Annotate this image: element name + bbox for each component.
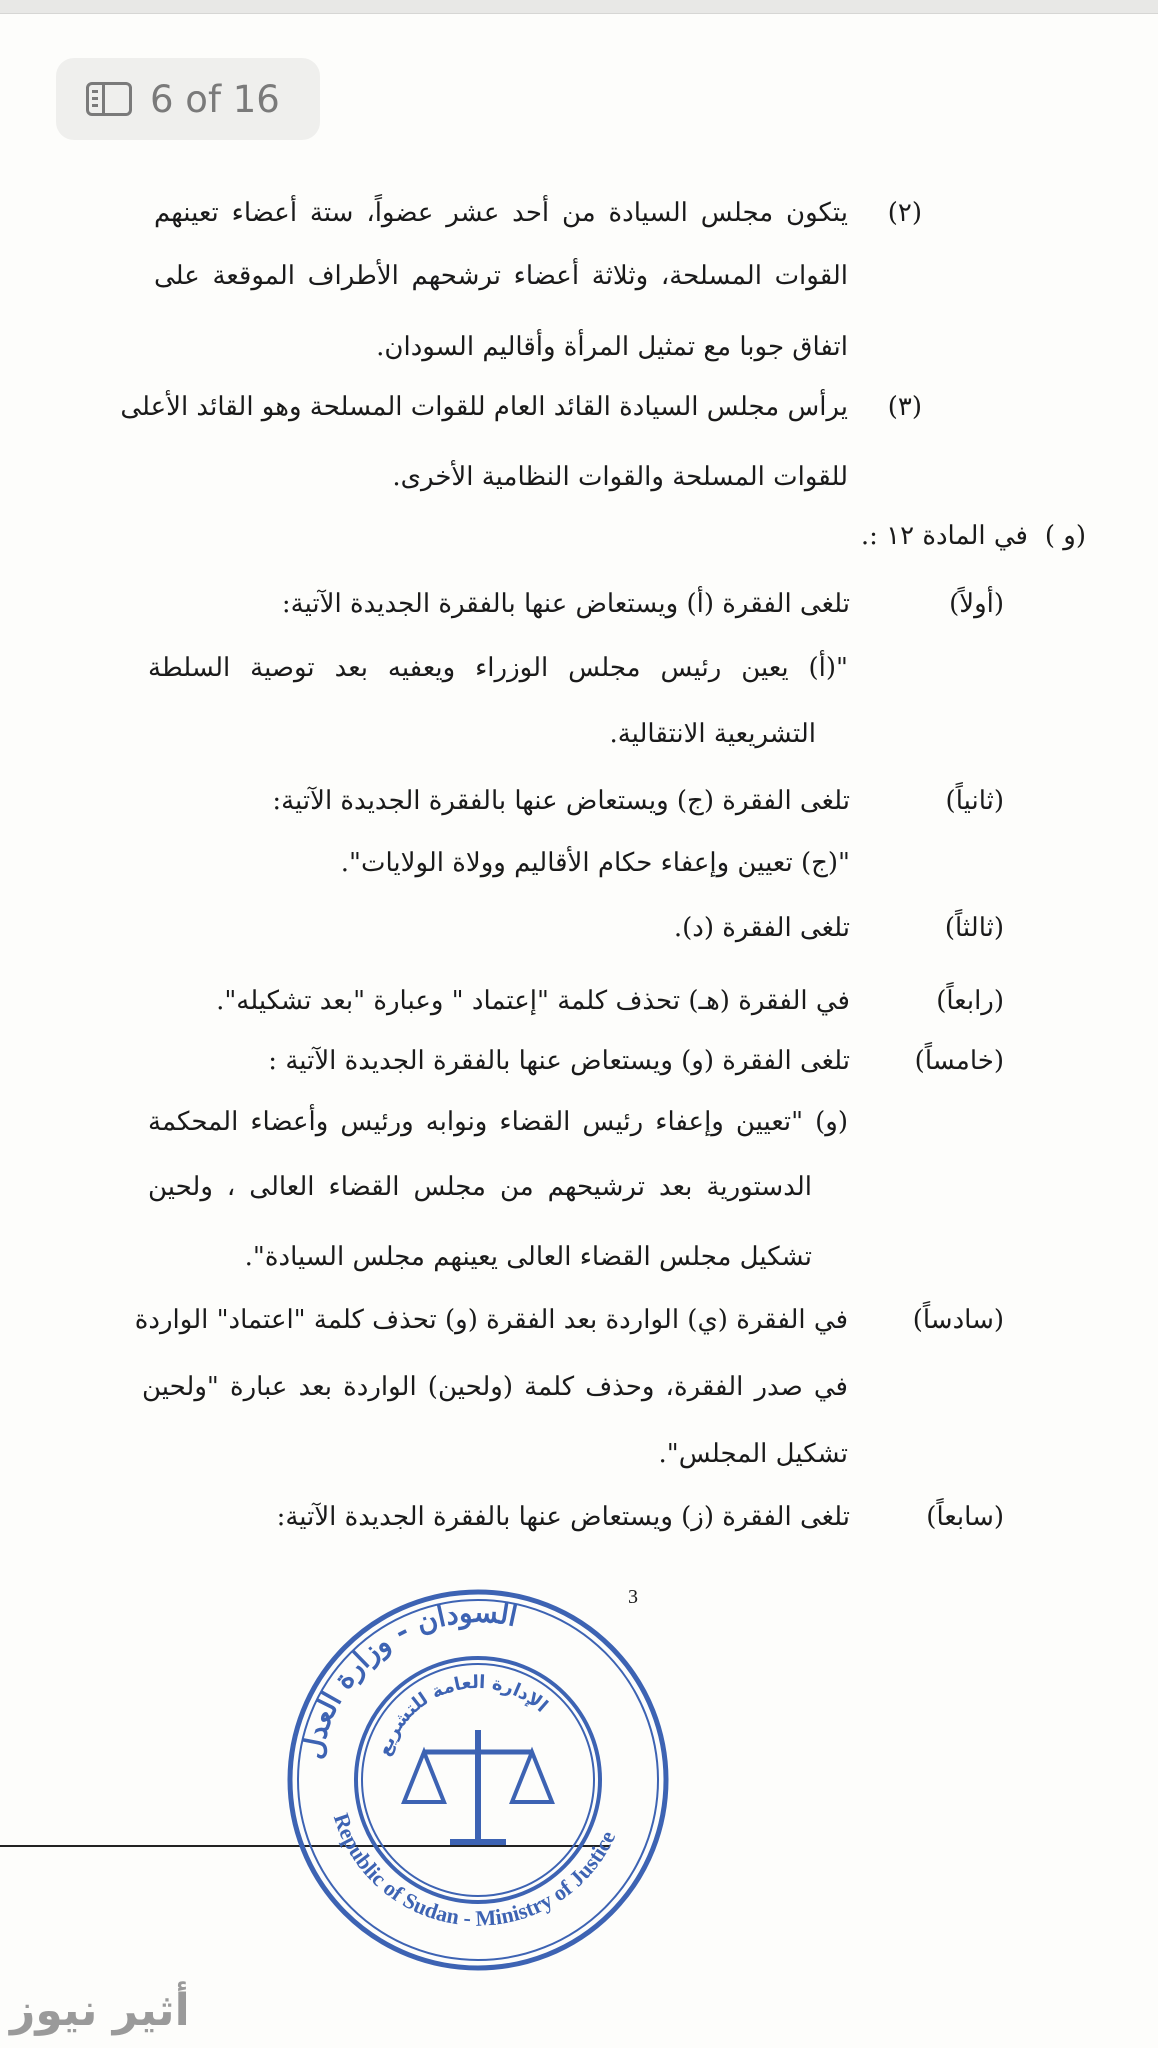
text-line: في المادة ١٢ :. — [860, 521, 1028, 551]
text-line: يتكون مجلس السيادة من أحد عشر عضواً، ستة أعضاء تعينهم — [154, 198, 848, 228]
text-line: "(ج) تعيين وإعفاء حكام الأقاليم وولاة الولايات". — [340, 848, 850, 878]
text-line: تشكيل المجلس". — [658, 1439, 848, 1469]
text-line: "(أ) يعين رئيس مجلس الوزراء ويعفيه بعد توصية السلطة — [148, 653, 848, 683]
text-line: اتفاق جوبا مع تمثيل المرأة وأقاليم السودان. — [376, 332, 848, 362]
text-line: تلغى الفقرة (و) ويستعاض عنها بالفقرة الجديدة الآتية : — [268, 1046, 850, 1076]
item-marker: (٣) — [887, 392, 922, 422]
item-marker: (ثالثاً) — [944, 913, 1004, 943]
item-marker: (سابعاً) — [926, 1502, 1004, 1532]
ministry-stamp-icon — [278, 1580, 678, 1980]
page-number: 3 — [628, 1586, 638, 1608]
text-line: التشريعية الانتقالية. — [609, 719, 816, 749]
item-marker: (خامساً) — [914, 1046, 1004, 1076]
text-line: في الفقرة (ي) الواردة بعد الفقرة (و) تحذف كلمة "اعتماد" الواردة — [134, 1305, 848, 1335]
text-line: (و) "تعيين وإعفاء رئيس القضاء ونوابه ورئيس وأعضاء المحكمة — [148, 1107, 848, 1137]
text-line: القوات المسلحة، وثلاثة أعضاء ترشحهم الأطراف الموقعة على — [154, 261, 848, 291]
stamp-outer-english: Republic of Sudan - Ministry of Justice — [328, 1810, 621, 1931]
item-marker: (أولاً) — [949, 589, 1004, 619]
stamp-inner-arabic: الإدارة العامة للتشريع — [373, 1671, 552, 1759]
text-line: يرأس مجلس السيادة القائد العام للقوات المسلحة وهو القائد الأعلى — [120, 392, 848, 422]
item-marker: (رابعاً) — [936, 986, 1004, 1016]
text-line: تلغى الفقرة (ز) ويستعاض عنها بالفقرة الجديدة الآتية: — [276, 1502, 850, 1532]
item-marker: (سادساً) — [912, 1305, 1004, 1335]
page-indicator-label: 6 of 16 — [150, 77, 280, 121]
stamp-outer-arabic: السودان - وزارة العدل — [295, 1595, 521, 1762]
text-line: تلغى الفقرة (أ) ويستعاض عنها بالفقرة الجديدة الآتية: — [281, 589, 850, 619]
text-line: تشكيل مجلس القضاء العالى يعينهم مجلس السيادة". — [244, 1242, 812, 1272]
text-line: تلغى الفقرة (د). — [673, 913, 850, 943]
text-line: للقوات المسلحة والقوات النظامية الأخرى. — [392, 462, 848, 492]
item-marker: (و ) — [1044, 521, 1086, 551]
text-line: في صدر الفقرة، وحذف كلمة (ولحين) الواردة بعد عبارة "ولحين — [142, 1372, 848, 1402]
text-line: الدستورية بعد ترشيحهم من مجلس القضاء العالى ، ولحين — [148, 1172, 812, 1202]
watermark-logo: أثير نيوز — [10, 1985, 190, 2036]
text-line: تلغى الفقرة (ج) ويستعاض عنها بالفقرة الجديدة الآتية: — [272, 786, 850, 816]
item-marker: (٢) — [887, 198, 922, 228]
text-line: في الفقرة (هـ) تحذف كلمة "إعتماد " وعبارة "بعد تشكيله". — [216, 986, 850, 1016]
item-marker: (ثانياً) — [945, 786, 1004, 816]
